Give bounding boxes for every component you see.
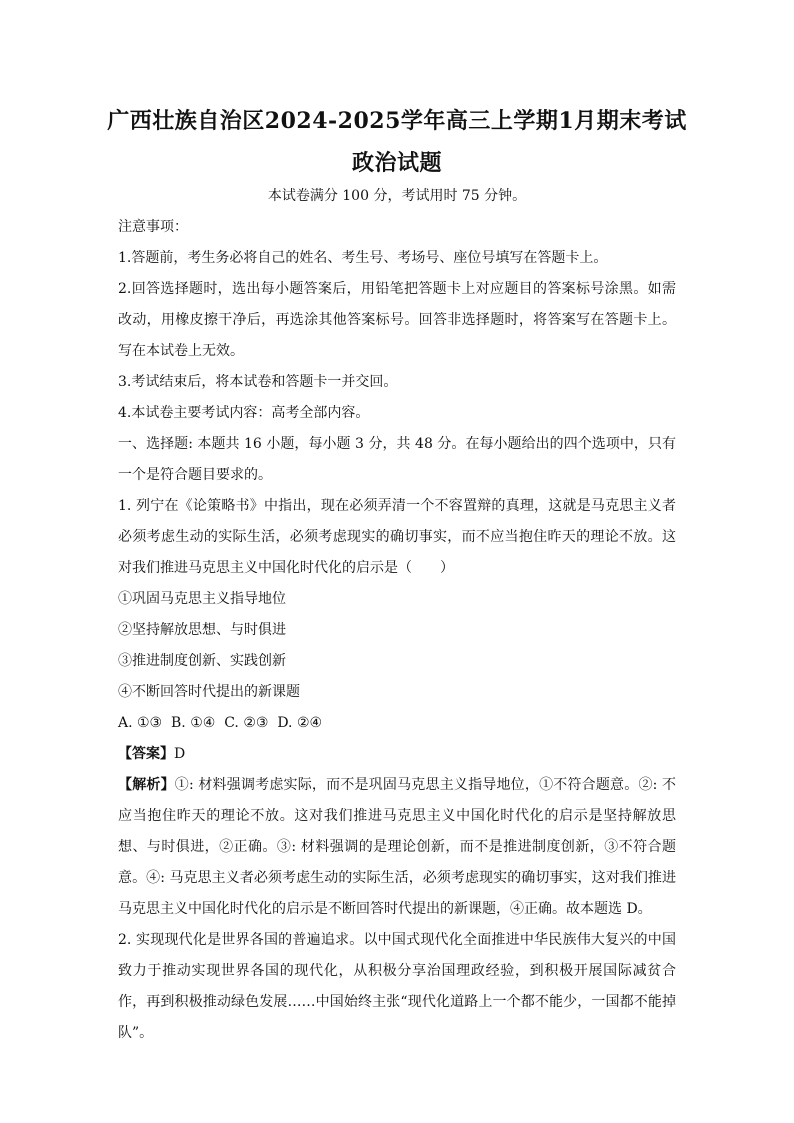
question-2-stem: 2. 实现现代化是世界各国的普遍追求。以中国式现代化全面推进中华民族伟大复兴的中国致力于推动实现世界各国的现代化，从积极分享治国理政经验，到积极开展国际减贫合作，再到积极推动绿色发展……中国始终主张“现代化道路上一个都不能少，一国都不能掉队”。 bbox=[118, 932, 676, 1041]
document-title: 广西壮族自治区2024-2025学年高三上学期1月期末考试 bbox=[107, 108, 687, 134]
question-1-item-2: ②坚持解放思想、与时俱进 bbox=[118, 622, 286, 638]
analysis-text: ①: 材料强调考虑实际，而不是巩固马克思主义指导地位，①不符合题意。②: 不应当抱住昨天的理论不放。这对我们推进马克思主义中国化时代化的启示是坚持解放思想、与时俱进，②正确。③: 材料强调的是理论创新，而不是推进制度创新，③不符合题意。④: 马克思主义者必须考虑生动的实际生活，必须考虑现实的确切事实，这对我们推进马克思主义中国化时代化的启示是不断回答时代提出的新课题，④正确。故本题选 D。 bbox=[118, 777, 676, 917]
document-body bbox=[118, 212, 676, 1049]
question-1-stem: 1. 列宁在《论策略书》中指出，现在必须弄清一个不容置辩的真理，这就是马克思主义者必须考虑生动的实际生活，必须考虑现实的确切事实，而不应当抱住昨天的理论不放。这对我们推进马克思主义中国化时代化的启示是（ ） bbox=[118, 498, 676, 576]
question-1-item-3: ③推进制度创新、实践创新 bbox=[118, 653, 286, 669]
answer-value: D bbox=[174, 746, 186, 762]
question-1-item-4: ④不断回答时代提出的新课题 bbox=[118, 684, 300, 700]
answer-label: 【答案】 bbox=[118, 746, 174, 762]
notes-heading: 注意事项： bbox=[118, 219, 188, 235]
note-item-4: 4.本试卷主要考试内容：高考全部内容。 bbox=[118, 405, 370, 421]
note-item-1: 1.答题前，考生务必将自己的姓名、考生号、考场号、座位号填写在答题卡上。 bbox=[118, 250, 608, 266]
exam-info: 本试卷满分 100 分，考试用时 75 分钟。 bbox=[267, 188, 527, 204]
question-1-answer bbox=[118, 739, 676, 770]
note-item-3: 3.考试结束后，将本试卷和答题卡一并交回。 bbox=[118, 374, 398, 390]
note-item-2: 2.回答选择题时，选出每小题答案后，用铅笔把答题卡上对应题目的答案标号涂黑。如需改动，用橡皮擦干净后，再选涂其他答案标号。回答非选择题时，将答案写在答题卡上。写在本试卷上无效。 bbox=[118, 281, 676, 359]
question-1-options: A. ①③ B. ①④ C. ②③ D. ②④ bbox=[118, 715, 323, 731]
analysis-label: 【解析】 bbox=[118, 777, 175, 793]
document-subject-title: 政治试题 bbox=[351, 150, 442, 176]
question-1-analysis bbox=[118, 770, 676, 925]
section-heading: 一、选择题: 本题共 16 小题，每小题 3 分，共 48 分。在每小题给出的四个选项中，只有一个是符合题目要求的。 bbox=[118, 436, 676, 483]
question-1-item-1: ①巩固马克思主义指导地位 bbox=[118, 591, 286, 607]
